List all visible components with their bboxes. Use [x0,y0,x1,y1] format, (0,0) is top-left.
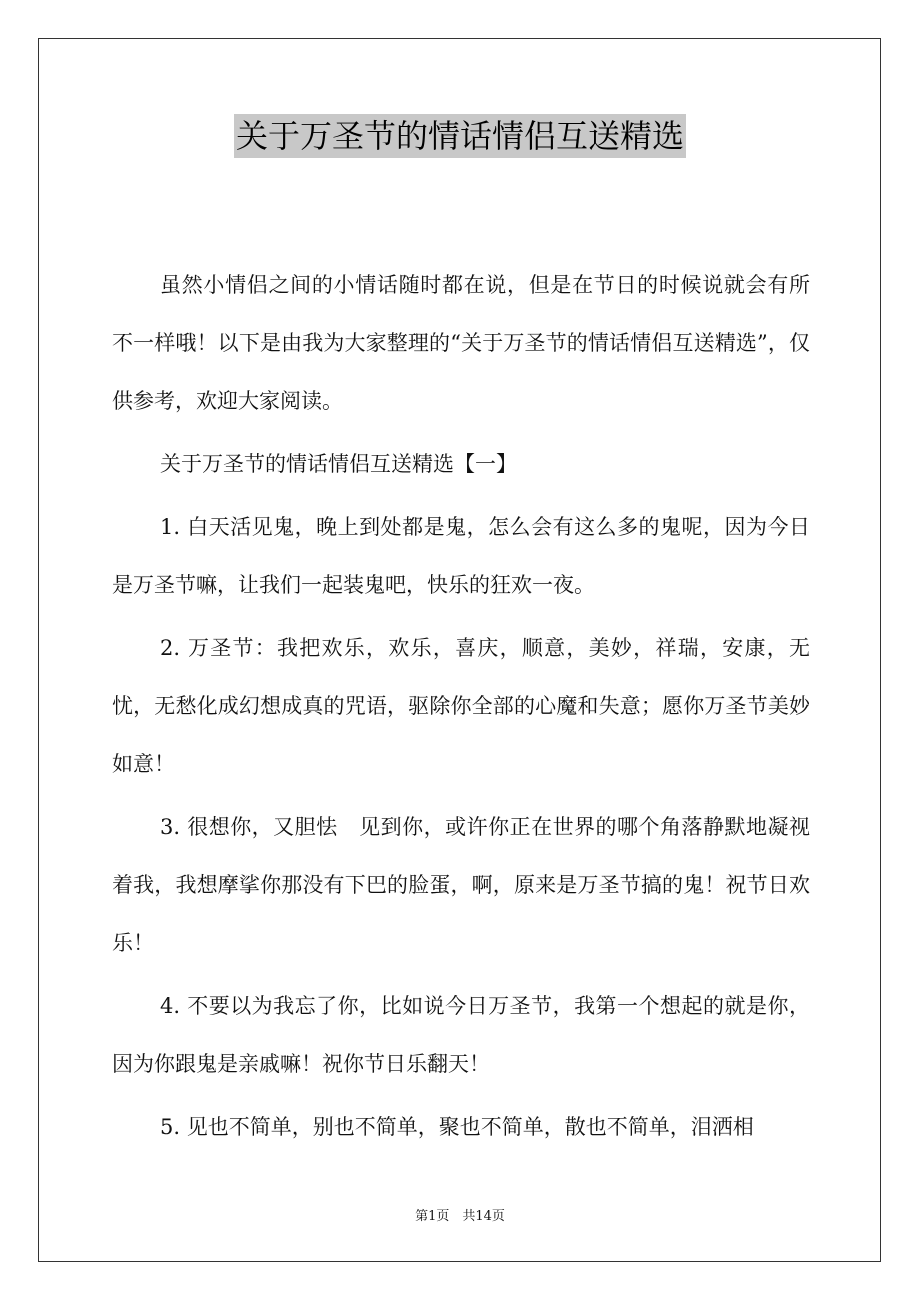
list-item: 5. 见也不简单，别也不简单，聚也不简单，散也不简单，泪洒相 [160,1115,754,1139]
list-item: 2. 万圣节：我把欢乐，欢乐，喜庆，顺意，美妙，祥瑞，安康，无忧，无愁化成幻想成真的咒语，驱除你全部的心魔和失意；愿你万圣节美妙如意！ [112,636,810,776]
list-item: 3. 很想你，又胆怯 见到你，或许你正在世界的哪个角落静默地凝视着我，我想摩挲你那没有下巴的脸蛋，啊，原来是万圣节搞的鬼！祝节日欢乐！ [112,815,810,955]
document-body [112,256,810,1161]
list-item: 4. 不要以为我忘了你，比如说今日万圣节，我第一个想起的就是你，因为你跟鬼是亲戚嘛！祝你节日乐翻天！ [112,994,810,1076]
intro-paragraph: 虽然小情侣之间的小情话随时都在说，但是在节日的时候说就会有所不一样哦！以下是由我为大家整理的“关于万圣节的情话情侣互送精选”，仅供参考，欢迎大家阅读。 [112,273,810,413]
page-number: 第1页 共14页 [415,1209,505,1224]
document-title: 关于万圣节的情话情侣互送精选 [234,114,686,158]
section-heading: 关于万圣节的情话情侣互送精选【一】 [160,452,517,476]
list-item: 1. 白天活见鬼，晚上到处都是鬼，怎么会有这么多的鬼呢，因为今日是万圣节嘛，让我们一起装鬼吧，快乐的狂欢一夜。 [112,515,810,597]
